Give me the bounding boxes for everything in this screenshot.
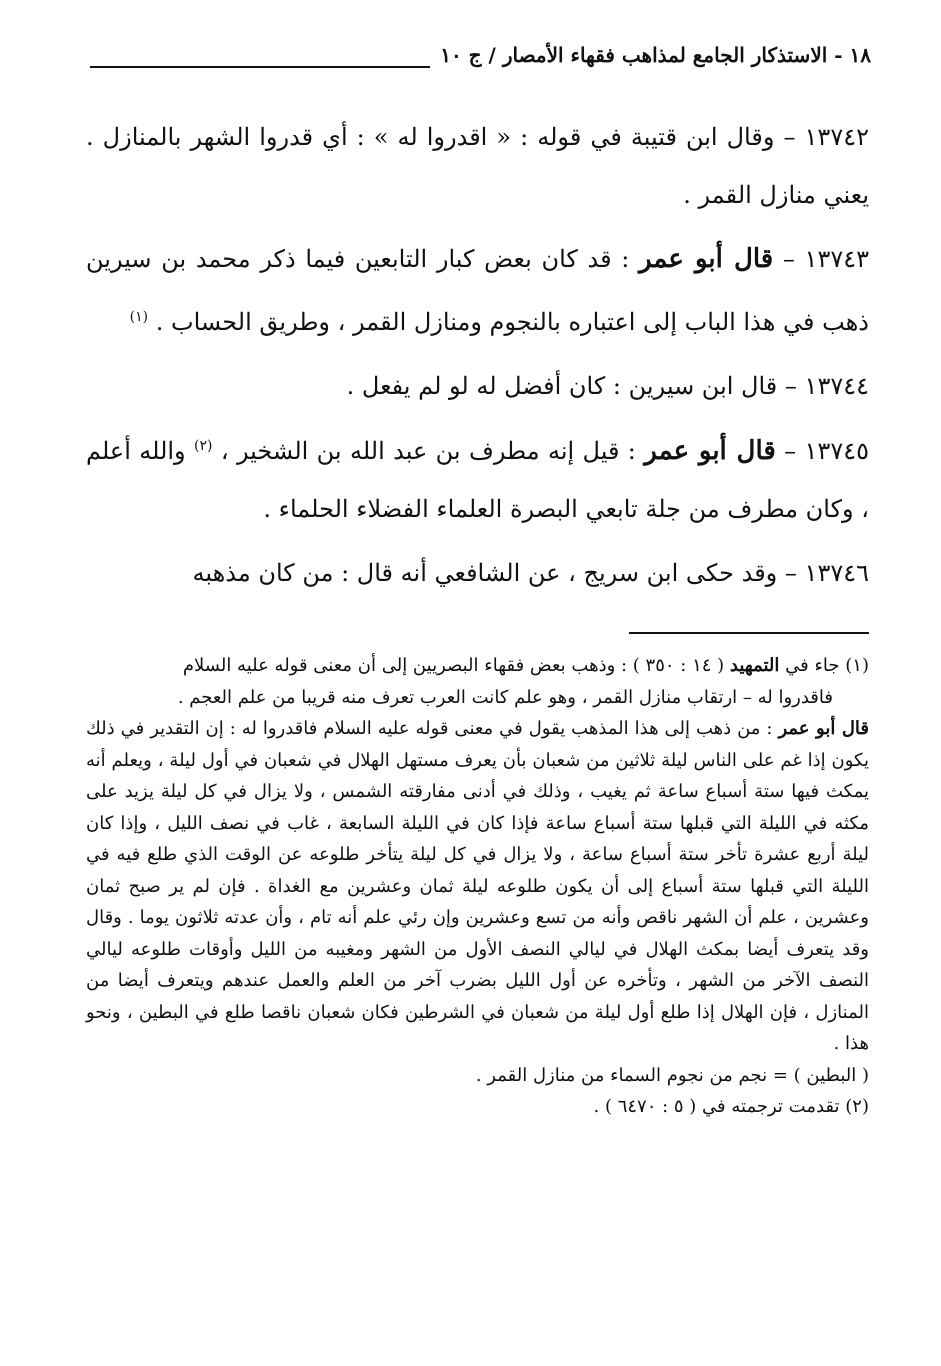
footnote-1-body [86,713,869,1060]
footnote-lead: جاء في [785,655,840,676]
paragraph-number: ١٣٧٤٦ [804,559,869,587]
footnote-ref-2[interactable]: (٢) [194,438,213,454]
footnote-1-gloss: ( البطين ) = نجم من نجوم السماء من منازل القمر . [475,1064,869,1086]
paragraph-text-cont: والله أعلم ، وكان مطرف من جلة تابعي البصرة العلماء الفضلاء الحلماء . [86,437,869,523]
footnote-text: ( ١٤ : ٣٥٠ ) : وذهب بعض فقهاء البصريين إلى أن معنى قوله عليه السلام [182,655,725,676]
footnote-1 [86,650,869,682]
paragraph-number: ١٣٧٤٣ [804,245,869,273]
footnote-text: تقدمت ترجمته في ( ٥ : ٦٤٧٠ ) . [593,1096,840,1117]
footnote-label: (١) [845,655,869,676]
running-header-title: ١٨ - الاستذكار الجامع لمذاهب فقهاء الأمصار / ج ١٠ [440,43,871,67]
paragraph-13743: ١٣٧٤٣ – قال أبو عمر : قد كان بعض كبار التابعين فيما ذكر محمد بن سيرين ذهب في هذا الباب إلى اعتباره بالنجوم ومنازل القمر ، وطريق الحساب . $^{(١)}$ [86,244,869,336]
paragraph-text: – وقال ابن قتيبة في قوله : « اقدروا له » : أي قدروا الشهر بالمنازل . يعني منازل القمر . [86,123,869,209]
paragraph-13745: ١٣٧٤٥ – قال أبو عمر : قيل إنه مطرف بن عبد الله بن الشخير ، $^{(٢)}$ والله أعلم ، وكان مطرف من جلة تابعي البصرة العلماء الفضلاء الحلماء . [86,436,869,523]
paragraph-number: ١٣٧٤٤ [804,372,869,400]
footnote-speaker: قال أبو عمر [778,718,869,739]
main-text [86,108,869,608]
paragraph-text: – وقد حكى ابن سريج ، عن الشافعي أنه قال : من كان مذهبه [192,559,797,587]
footnote-2 [86,1091,869,1123]
paragraph-text: : قيل إنه مطرف بن عبد الله بن الشخير ، [220,437,636,465]
footnote-label: (٢) [845,1096,869,1117]
paragraph-text: : قد كان بعض كبار التابعين فيما ذكر محمد بن سيرين ذهب في هذا الباب إلى اعتباره بالنجوم ومنازل القمر ، وطريق الحساب . [86,245,869,336]
paragraph-13744 [86,357,869,415]
footnote-source: التمهيد [729,655,780,676]
paragraph-number: ١٣٧٤٥ [804,437,869,465]
paragraph-number: ١٣٧٤٢ [804,123,869,151]
footnote-rule [629,632,869,634]
speaker-label: قال أبو عمر [638,244,774,274]
footnotes [86,650,869,1123]
footnote-body-text: : من ذهب إلى هذا المذهب يقول في معنى قوله عليه السلام فاقدروا له : إن التقدير في ذلك يكون إذا غم على الناس ليلة ثلاثين من شعبان بأن يعرف مستهل الهلال في شعبان في أول ليلة ، ويعلم أنه يمكث فيها ستة أسباع ساعة ثم يغيب ، وذلك في أدنى مفارقته الشمس ، ولا يزال في كل ليلة يزيد على مكثه في الليلة التي قبلها ستة أسباع ساعة فإذا كان في الليلة السابعة ، غاب في نصف الليل ، وإذا كان ليلة أربع عشرة تأخر ستة أسباع ساعة ، ولا يزال في كل ليلة يتأخر طلوعه عن الوقت الذي طلع فيه في الليلة التي قبلها ستة أسباع إلى أن يكون طلوعه ليلة ثمان وعشرين مع الغداة . فإن لم ير صبح ثمان وعشرين ، علم أن الشهر ناقص وأنه من تسع وعشرين وإن رئي علم أنه تام ، وأن عدته ثلاثون يوما . وقال وقد يتعرف أيضا بمكث الهلال في ليالي النصف الأول من الشهر ومغيبه من الليل وأوقات طلوعه ليالي النصف الآخر من الشهر ، وتأخره عن أول الليل بضرب آخر من العلم والعمل عندهم ويتعرف أيضا من المنازل ، فإن الهلال إذا طلع أول ليلة من شعبان في الشرطين فكان شعبان ناقصا طلع في البطين ، ونحو هذا . [86,718,869,1054]
header-rule [90,66,430,68]
paragraph-text: – قال ابن سيرين : كان أفضل له لو لم يفعل . [346,372,797,400]
footnote-ref-1[interactable]: (١) [129,309,149,325]
speaker-label: قال أبو عمر [644,436,776,466]
paragraph-13742 [86,108,869,224]
footnote-1-cont: فاقدروا له – ارتقاب منازل القمر ، وهو علم كانت العرب تعرف منه قريبا من علم العجم . [177,686,833,708]
paragraph-13746 [86,544,869,602]
